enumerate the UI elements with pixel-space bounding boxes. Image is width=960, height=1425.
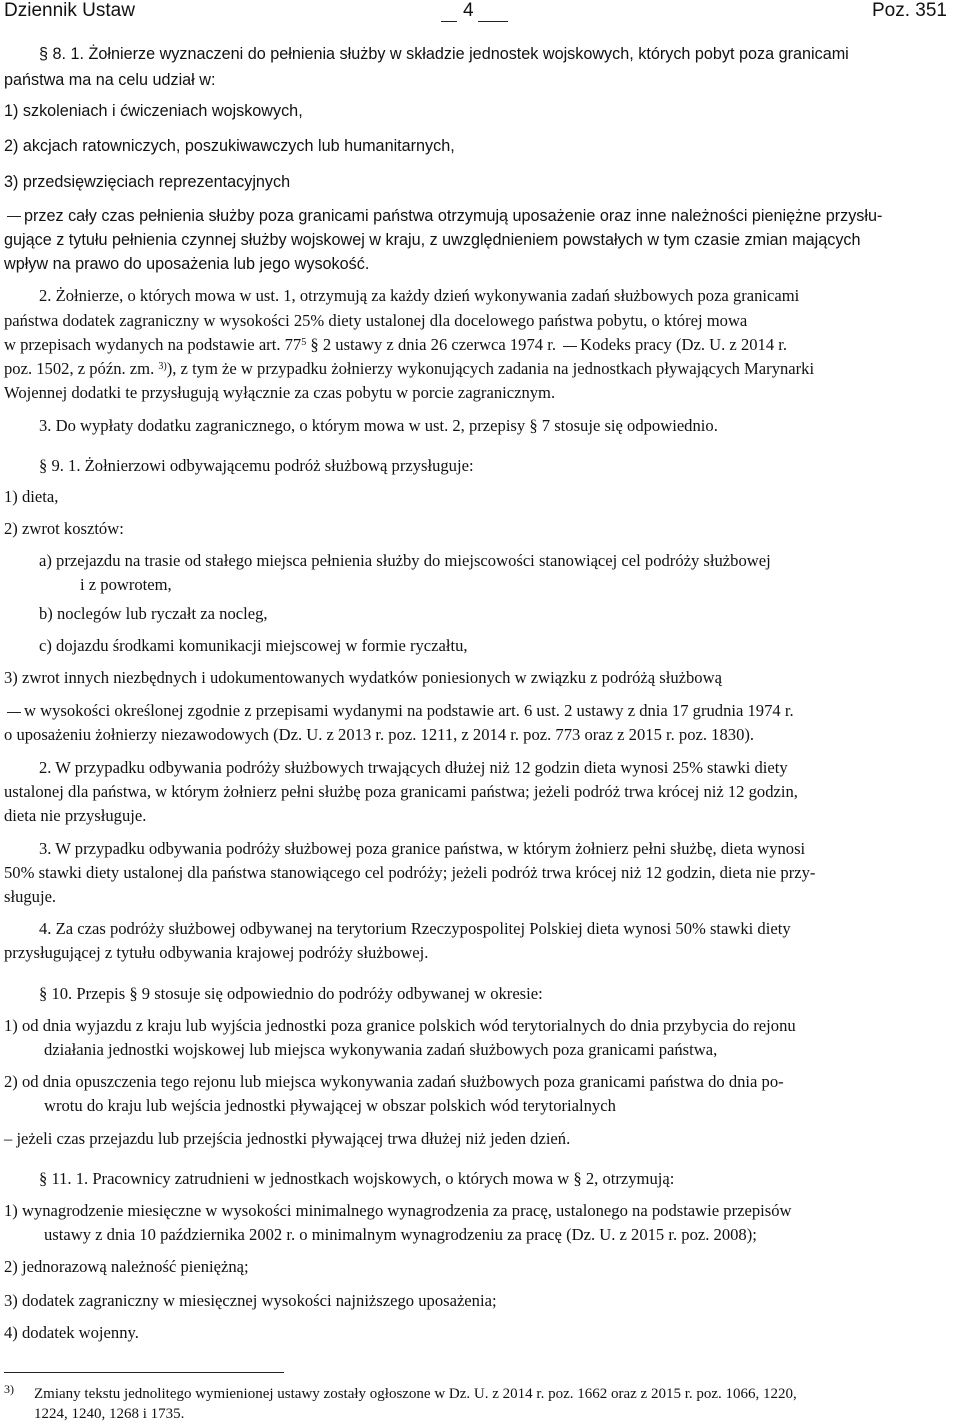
list-item: 3) dodatek zagraniczny w miesięcznej wysokości najniższego uposażenia; xyxy=(4,1291,497,1310)
list-item-continuation: wrotu do kraju lub wejścia jednostki pływającej w obszar polskich wód terytorialnych xyxy=(44,1096,616,1115)
paragraph-8-1-line: państwa ma na celu udział w: xyxy=(4,71,216,89)
header-rule-left xyxy=(441,21,457,22)
footnote-text-line: Zmiany tekstu jednolitego wymienionej ustawy zostały ogłoszone w Dz. U. z 2014 r. poz. 1662 oraz z 2015 r. poz. 1066, 1220, xyxy=(34,1386,797,1402)
paragraph-9-3-line: 50% stawki diety ustalonej dla państwa stanowiącego cel podróży; jeżeli podróż trwa krócej niż 12 godzin, dieta nie przy- xyxy=(4,863,816,882)
footnote-text-line: 1224, 1240, 1268 i 1735. xyxy=(34,1406,185,1422)
paragraph-9-1-tail-line: o uposażeniu żołnierzy niezawodowych (Dz. U. z 2013 r. poz. 1211, z 2014 r. poz. 773 oraz z 2015 r. poz. 1830). xyxy=(4,725,755,744)
footnote-separator xyxy=(4,1372,284,1373)
paragraph-9-1: § 9. 1. Żołnierzowi odbywającemu podróż służbową przysługuje: xyxy=(39,456,474,475)
paragraph-11-1: § 11. 1. Pracownicy zatrudnieni w jednostkach wojskowych, o których mowa w § 2, otrzymują: xyxy=(39,1169,675,1188)
list-subitem: c) dojazdu środkami komunikacji miejscowej w formie ryczałtu, xyxy=(39,636,468,655)
list-item: 1) od dnia wyjazdu z kraju lub wyjścia jednostki poza granice polskich wód terytorialnych do dnia przybycia do rejonu xyxy=(4,1016,796,1035)
paragraph-8-1-tail-line xyxy=(4,205,882,227)
list-item: 4) dodatek wojenny. xyxy=(4,1323,139,1342)
paragraph-9-2-line: 2. W przypadku odbywania podróży służbowych trwających dłużej niż 12 godzin dieta wynosi 25% stawki diety xyxy=(39,758,788,777)
paragraph-8-2-line: Wojennej dodatki te przysługują wyłącznie za czas pobytu w porcie zagranicznym. xyxy=(4,383,556,402)
paragraph-8-2-line: 2. Żołnierze, o których mowa w ust. 1, otrzymują za każdy dzień wykonywania zadań służbowych poza granicami xyxy=(39,286,800,305)
text-run: ), z tym że w przypadku żołnierzy wykonujących zadania na jednostkach pływających Marynarki xyxy=(166,359,815,378)
paragraph-8-1-tail-line: wpływ na prawo do uposażenia lub jego wysokość. xyxy=(4,255,370,273)
list-subitem: a) przejazdu na trasie od stałego miejsca pełnienia służby do miejscowości stanowiącej cel podróży służbowej xyxy=(39,551,771,570)
list-item: 2) jednorazową należność pieniężną; xyxy=(4,1257,249,1276)
paragraph-8-1-tail-line: gujące z tytułu pełnienia czynnej służby wojskowej w kraju, z uwzględnieniem powstałych w tym czasie zmian mających xyxy=(4,231,861,249)
text-run: w przepisach wydanych na podstawie art. 77 xyxy=(4,335,302,354)
paragraph-9-4-line: 4. Za czas podróży służbowej odbywanej na terytorium Rzeczypospolitej Polskiej dieta wynosi 50% stawki diety xyxy=(39,919,791,938)
list-subitem: i z powrotem, xyxy=(80,575,172,594)
list-item: 1) wynagrodzenie miesięczne w wysokości minimalnego wynagrodzenia za pracę, ustalonego na podstawie przepisów xyxy=(4,1201,792,1220)
page-number: 4 xyxy=(463,0,474,21)
paragraph-8-2-line: państwa dodatek zagraniczny w wysokości 25% diety ustalonej dla docelowego państwa pobytu, o której mowa xyxy=(4,311,748,330)
paragraph-10: § 10. Przepis § 9 stosuje się odpowiednio do podróży odbywanej w okresie: xyxy=(39,984,543,1003)
list-item: 1) dieta, xyxy=(4,487,59,506)
list-item: 3) przedsięwzięciach reprezentacyjnych xyxy=(4,173,291,191)
em-dash xyxy=(7,712,21,713)
em-dash xyxy=(563,346,577,347)
list-item: 3) zwrot innych niezbędnych i udokumentowanych wydatków poniesionych w związku z podróżą służbową xyxy=(4,668,722,687)
list-item: 2) od dnia opuszczenia tego rejonu lub miejsca wykonywania zadań służbowych poza granicami państwa do dnia po- xyxy=(4,1072,784,1091)
list-subitem: b) noclegów lub ryczałt za nocleg, xyxy=(39,604,268,623)
text-run: Kodeks pracy (Dz. U. z 2014 r. xyxy=(580,335,788,354)
list-item: 2) akcjach ratowniczych, poszukiwawczych lub humanitarnych, xyxy=(4,137,455,155)
text-run: w wysokości określonej zgodnie z przepisami wydanymi na podstawie art. 6 ust. 2 ustawy z dnia 17 grudnia 1974 r. xyxy=(24,701,794,720)
footnote-ref: 3) xyxy=(158,361,167,372)
text-run: § 2 ustawy z dnia 26 czerwca 1974 r. xyxy=(310,335,556,354)
list-item-continuation: działania jednostki wojskowej lub miejsca wykonywania zadań służbowych poza granicami państwa, xyxy=(44,1040,718,1059)
list-item: 2) zwrot kosztów: xyxy=(4,519,124,538)
paragraph-9-2-line: dieta nie przysługuje. xyxy=(4,806,147,825)
position-number: Poz. 351 xyxy=(872,0,947,21)
list-item-continuation: ustawy z dnia 10 października 2002 r. o minimalnym wynagrodzeniu za pracę (Dz. U. z 2015 r. poz. 2008); xyxy=(44,1225,757,1244)
paragraph-9-2-line: ustalonej dla państwa, w którym żołnierz pełni służbę poza granicami państwa; jeżeli podróż trwa krócej niż 12 godzin, xyxy=(4,782,798,801)
header-rule-right xyxy=(478,21,508,22)
paragraph-8-3: 3. Do wypłaty dodatku zagranicznego, o którym mowa w ust. 2, przepisy § 7 stosuje się odpowiednio. xyxy=(39,416,718,435)
superscript: 5 xyxy=(301,337,307,348)
paragraph-8-2-line xyxy=(4,358,814,380)
em-dash xyxy=(7,216,21,217)
paragraph-9-3-line: sługuje. xyxy=(4,887,57,906)
paragraph-8-1-line: § 8. 1. Żołnierze wyznaczeni do pełnienia służby w składzie jednostek wojskowych, których pobyt poza granicami xyxy=(39,45,849,63)
paragraph-9-3-line: 3. W przypadku odbywania podróży służbowej poza granice państwa, w którym żołnierz pełni służbę, dieta wynosi xyxy=(39,839,806,858)
paragraph-9-4-line: przysługującej z tytułu odbywania krajowej podróży służbowej. xyxy=(4,943,429,962)
text-run: poz. 1502, z późn. zm. xyxy=(4,359,155,378)
footnote-marker: 3) xyxy=(4,1382,14,1396)
paragraph-10-tail: – jeżeli czas przejazdu lub przejścia jednostki pływającej trwa dłużej niż jeden dzień. xyxy=(4,1129,571,1148)
journal-title: Dziennik Ustaw xyxy=(4,0,135,21)
list-item: 1) szkoleniach i ćwiczeniach wojskowych, xyxy=(4,102,303,120)
paragraph-9-1-tail-line xyxy=(4,700,794,722)
paragraph-8-2-line xyxy=(4,334,787,356)
text-run: przez cały czas pełnienia służby poza granicami państwa otrzymują uposażenie oraz inne należności pieniężne przysłu- xyxy=(24,207,883,225)
